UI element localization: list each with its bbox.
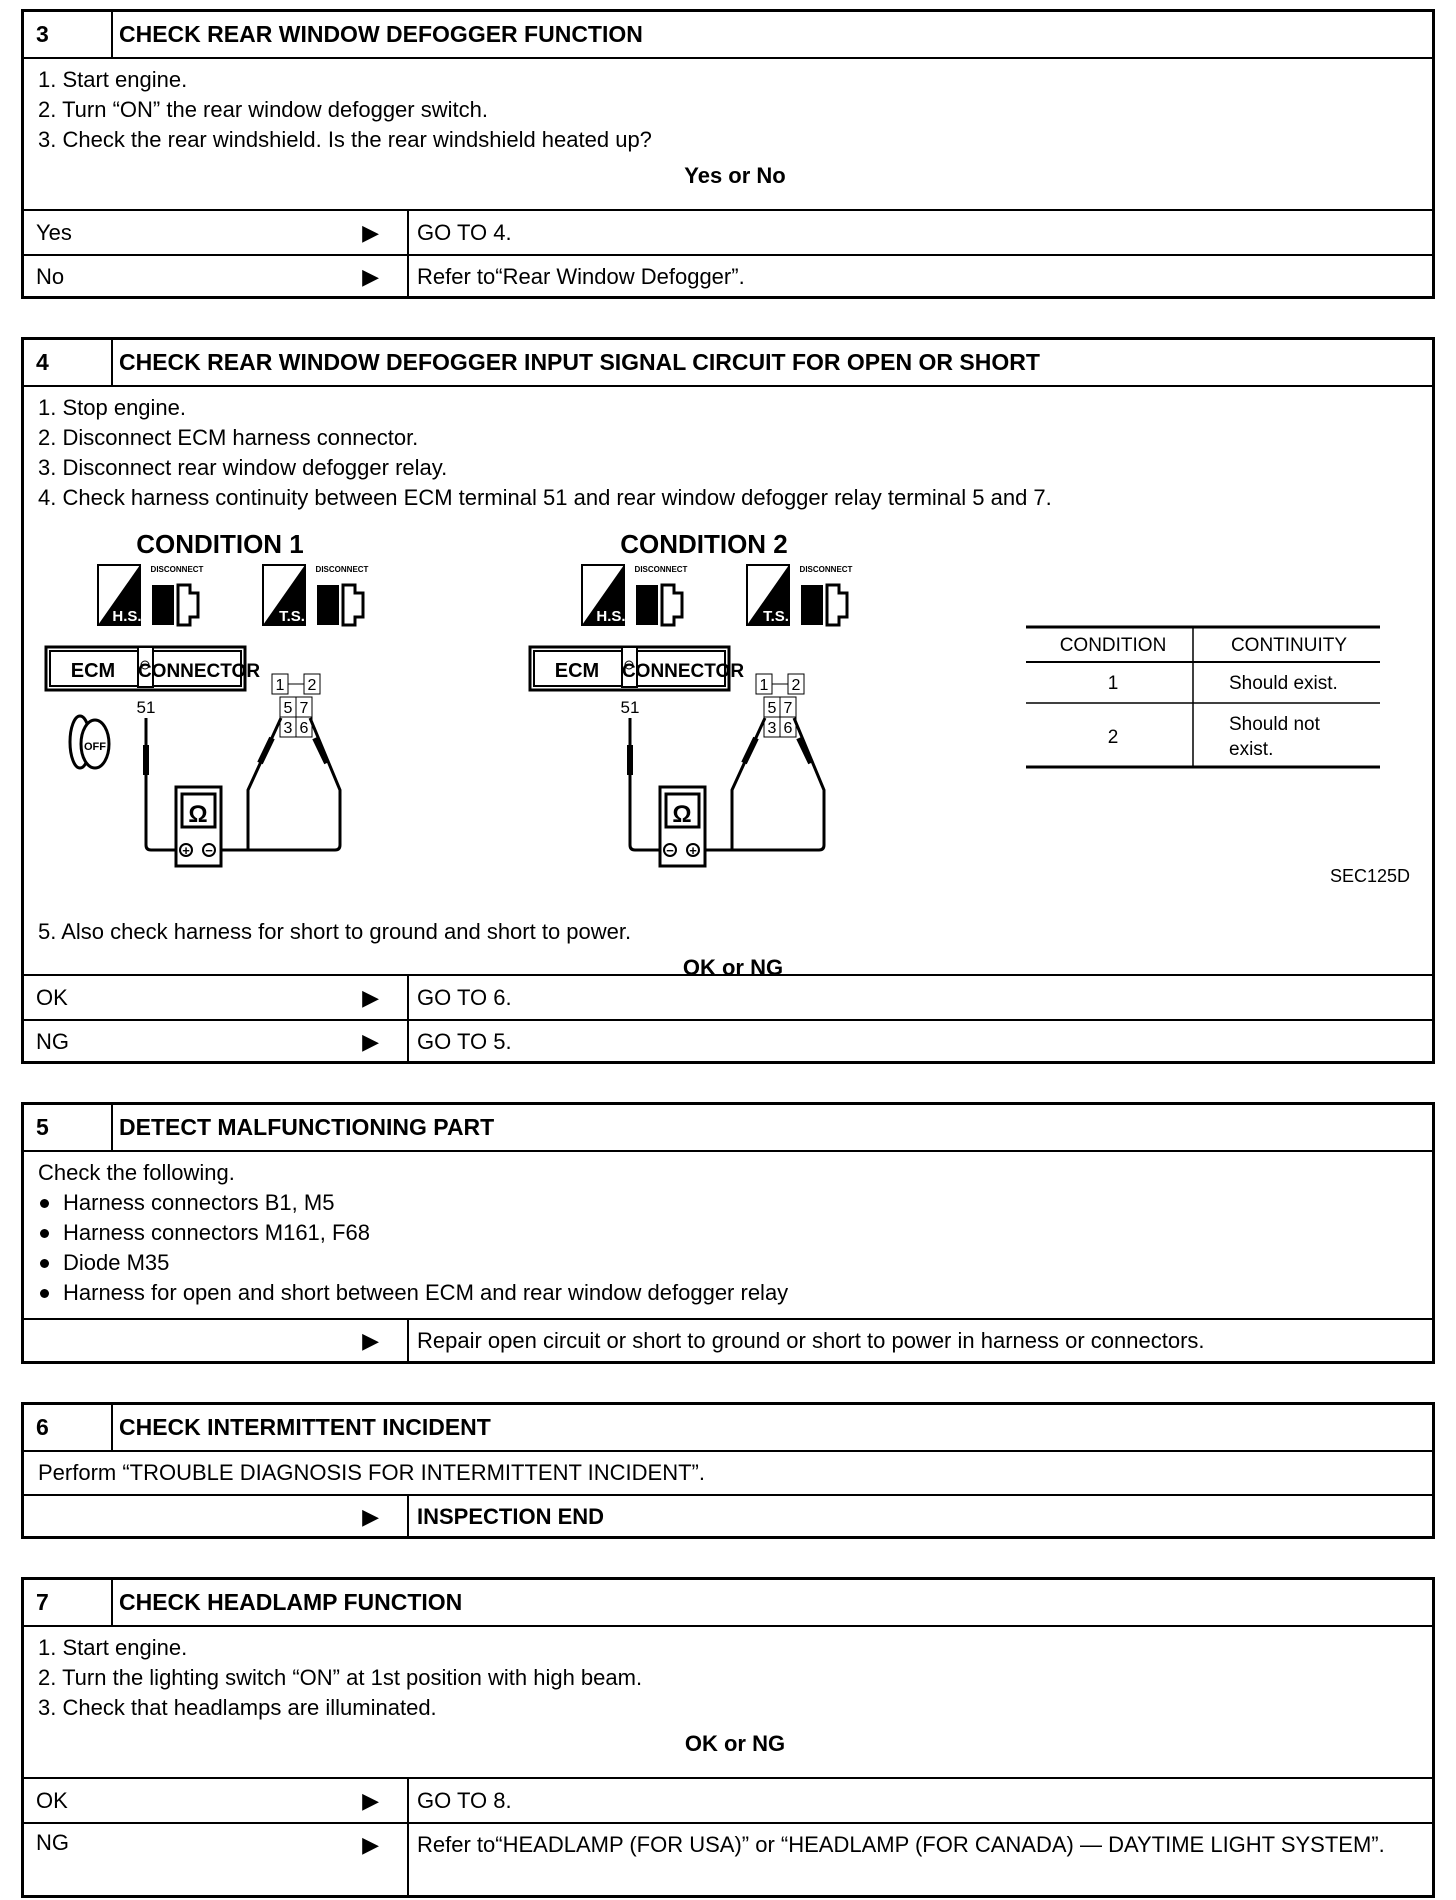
answer-result: GO TO 5. xyxy=(417,1029,512,1054)
svg-text:Ω: Ω xyxy=(188,801,208,828)
list-item: Harness connectors M161, F68 xyxy=(38,1218,1432,1248)
table-cell: Should exist. xyxy=(1229,673,1338,694)
step-6-block xyxy=(21,1402,1435,1539)
answer-result: Refer to“Rear Window Defogger”. xyxy=(417,264,745,289)
disconnect-icon xyxy=(635,565,688,625)
step-number: 6 xyxy=(24,1405,113,1450)
svg-text:−: − xyxy=(666,843,674,858)
svg-text:CONNECTOR: CONNECTOR xyxy=(137,661,261,682)
svg-text:2: 2 xyxy=(791,677,801,694)
step-line: 1. Start engine. xyxy=(38,67,188,92)
ecm-connector xyxy=(530,647,744,690)
svg-text:OFF: OFF xyxy=(84,741,106,753)
bullet-icon xyxy=(40,1289,49,1298)
svg-text:DISCONNECT: DISCONNECT xyxy=(634,565,688,574)
table-cell: Should not xyxy=(1229,714,1320,735)
arrow-icon: ▶ xyxy=(362,219,379,245)
svg-text:+: + xyxy=(689,843,697,858)
ts-icon xyxy=(747,565,789,625)
step-line: 2. Disconnect ECM harness connector. xyxy=(38,425,419,450)
bullet-icon xyxy=(40,1259,49,1268)
answer-label: NG xyxy=(36,1029,69,1054)
disconnect-icon xyxy=(151,565,204,625)
step-3-block xyxy=(21,9,1435,299)
figure-code: SEC125D xyxy=(1329,866,1410,886)
step-line: Perform “TROUBLE DIAGNOSIS FOR INTERMITTENT INCIDENT”. xyxy=(38,1460,705,1485)
hs-icon xyxy=(98,565,142,625)
disconnect-icon xyxy=(800,565,853,625)
ts-icon xyxy=(263,565,305,625)
terminal-label: 51 xyxy=(620,698,640,717)
svg-text:3: 3 xyxy=(283,720,293,737)
step-number: 7 xyxy=(24,1580,113,1625)
step-line: 4. Check harness continuity between ECM terminal 51 and rear window defogger relay terminal 5 and 7. xyxy=(38,485,1052,510)
arrow-icon: ▶ xyxy=(362,1328,379,1353)
ignition-off-icon xyxy=(70,716,109,768)
answer-label: OK xyxy=(36,984,68,1010)
step-5-block xyxy=(21,1102,1435,1364)
svg-text:5: 5 xyxy=(767,700,777,717)
ohmmeter-icon xyxy=(660,787,705,866)
step-7-block xyxy=(21,1577,1435,1898)
answer-result: Repair open circuit or short to ground or short to power in harness or connectors. xyxy=(417,1328,1205,1353)
table-cell: 1 xyxy=(1107,673,1119,694)
arrow-icon: ▶ xyxy=(362,264,379,289)
step-title: CHECK HEADLAMP FUNCTION xyxy=(119,1589,463,1615)
step-title: CHECK INTERMITTENT INCIDENT xyxy=(119,1414,491,1440)
svg-text:ECM: ECM xyxy=(70,660,116,682)
bullet-icon xyxy=(40,1199,49,1208)
svg-text:2: 2 xyxy=(307,677,317,694)
table-header: CONDITION xyxy=(1059,635,1167,656)
arrow-icon: ▶ xyxy=(362,1787,379,1813)
svg-text:H.S.: H.S. xyxy=(112,608,142,625)
list-item: Harness connectors B1, M5 xyxy=(38,1188,1432,1218)
svg-text:H.S.: H.S. xyxy=(596,608,626,625)
answer-result: GO TO 8. xyxy=(417,1787,512,1813)
svg-text:T.S.: T.S. xyxy=(763,608,789,625)
condition-title: CONDITION 2 xyxy=(620,529,788,559)
disconnect-icon xyxy=(316,565,369,625)
condition-title: CONDITION 1 xyxy=(136,529,304,559)
svg-text:1: 1 xyxy=(275,677,285,694)
arrow-icon: ▶ xyxy=(362,984,379,1010)
step-line: 3. Disconnect rear window defogger relay. xyxy=(38,455,448,480)
answer-result: Refer to“HEADLAMP (FOR USA)” or “HEADLAMP (FOR CANADA) — DAYTIME LIGHT SYSTEM”. xyxy=(417,1832,1385,1857)
step-line: 1. Stop engine. xyxy=(38,395,187,420)
svg-text:ECM: ECM xyxy=(554,660,600,682)
step-number: 5 xyxy=(24,1105,113,1150)
svg-text:3: 3 xyxy=(767,720,777,737)
table-cell: exist. xyxy=(1229,739,1274,760)
step-line: 2. Turn the lighting switch “ON” at 1st position with high beam. xyxy=(38,1665,643,1690)
condition-2-diagram xyxy=(530,529,853,866)
terminal-label: 51 xyxy=(136,698,156,717)
intro-text: Check the following. xyxy=(38,1160,235,1185)
list-item: Diode M35 xyxy=(38,1248,1432,1278)
table-header: CONTINUITY xyxy=(1230,635,1348,656)
ecm-connector xyxy=(46,647,260,690)
question-label: Yes or No xyxy=(684,163,786,188)
condition-1-diagram xyxy=(46,529,369,866)
svg-text:T.S.: T.S. xyxy=(279,608,305,625)
question-label: OK or NG xyxy=(682,955,784,980)
step-title: CHECK REAR WINDOW DEFOGGER FUNCTION xyxy=(119,21,643,47)
step-line: 3. Check that headlamps are illuminated. xyxy=(38,1695,437,1720)
step-title: CHECK REAR WINDOW DEFOGGER INPUT SIGNAL CIRCUIT FOR OPEN OR SHORT xyxy=(119,349,1040,375)
svg-text:CONNECTOR: CONNECTOR xyxy=(621,661,745,682)
step-line: 5. Also check harness for short to ground and short to power. xyxy=(38,919,632,944)
step-line: 2. Turn “ON” the rear window defogger switch. xyxy=(38,97,488,122)
answer-label: NG xyxy=(36,1830,69,1855)
svg-text:DISCONNECT: DISCONNECT xyxy=(799,565,853,574)
bullet-icon xyxy=(40,1229,49,1238)
arrow-icon: ▶ xyxy=(362,1029,379,1054)
arrow-icon: ▶ xyxy=(362,1832,379,1857)
answer-result: GO TO 4. xyxy=(417,219,512,245)
answer-result: GO TO 6. xyxy=(417,984,512,1010)
svg-text:5: 5 xyxy=(283,700,293,717)
arrow-icon: ▶ xyxy=(362,1504,379,1529)
answer-label: OK xyxy=(36,1787,68,1813)
ohmmeter-icon xyxy=(176,787,221,866)
table-cell: 2 xyxy=(1107,727,1119,748)
step-title: DETECT MALFUNCTIONING PART xyxy=(119,1114,495,1140)
svg-text:6: 6 xyxy=(783,720,793,737)
svg-text:7: 7 xyxy=(783,700,793,717)
step-number: 4 xyxy=(24,340,113,385)
svg-text:7: 7 xyxy=(299,700,309,717)
svg-text:−: − xyxy=(205,843,213,858)
step-line: 1. Start engine. xyxy=(38,1635,188,1660)
list-item: Harness for open and short between ECM and rear window defogger relay xyxy=(38,1278,1432,1308)
question-label: OK or NG xyxy=(684,1731,786,1756)
continuity-diagram xyxy=(0,524,1414,914)
svg-text:1: 1 xyxy=(759,677,769,694)
step-number: 3 xyxy=(24,12,113,57)
answer-result: INSPECTION END xyxy=(417,1504,605,1529)
svg-text:Ω: Ω xyxy=(672,801,692,828)
answer-label: Yes xyxy=(36,219,72,245)
hs-icon xyxy=(582,565,626,625)
answer-label: No xyxy=(36,264,65,289)
step-line: 3. Check the rear windshield. Is the rear windshield heated up? xyxy=(38,127,652,152)
svg-text:+: + xyxy=(182,843,190,858)
svg-text:6: 6 xyxy=(299,720,309,737)
svg-text:DISCONNECT: DISCONNECT xyxy=(150,565,204,574)
continuity-table xyxy=(1026,627,1380,767)
step-4-block xyxy=(21,337,1435,1064)
svg-text:DISCONNECT: DISCONNECT xyxy=(315,565,369,574)
